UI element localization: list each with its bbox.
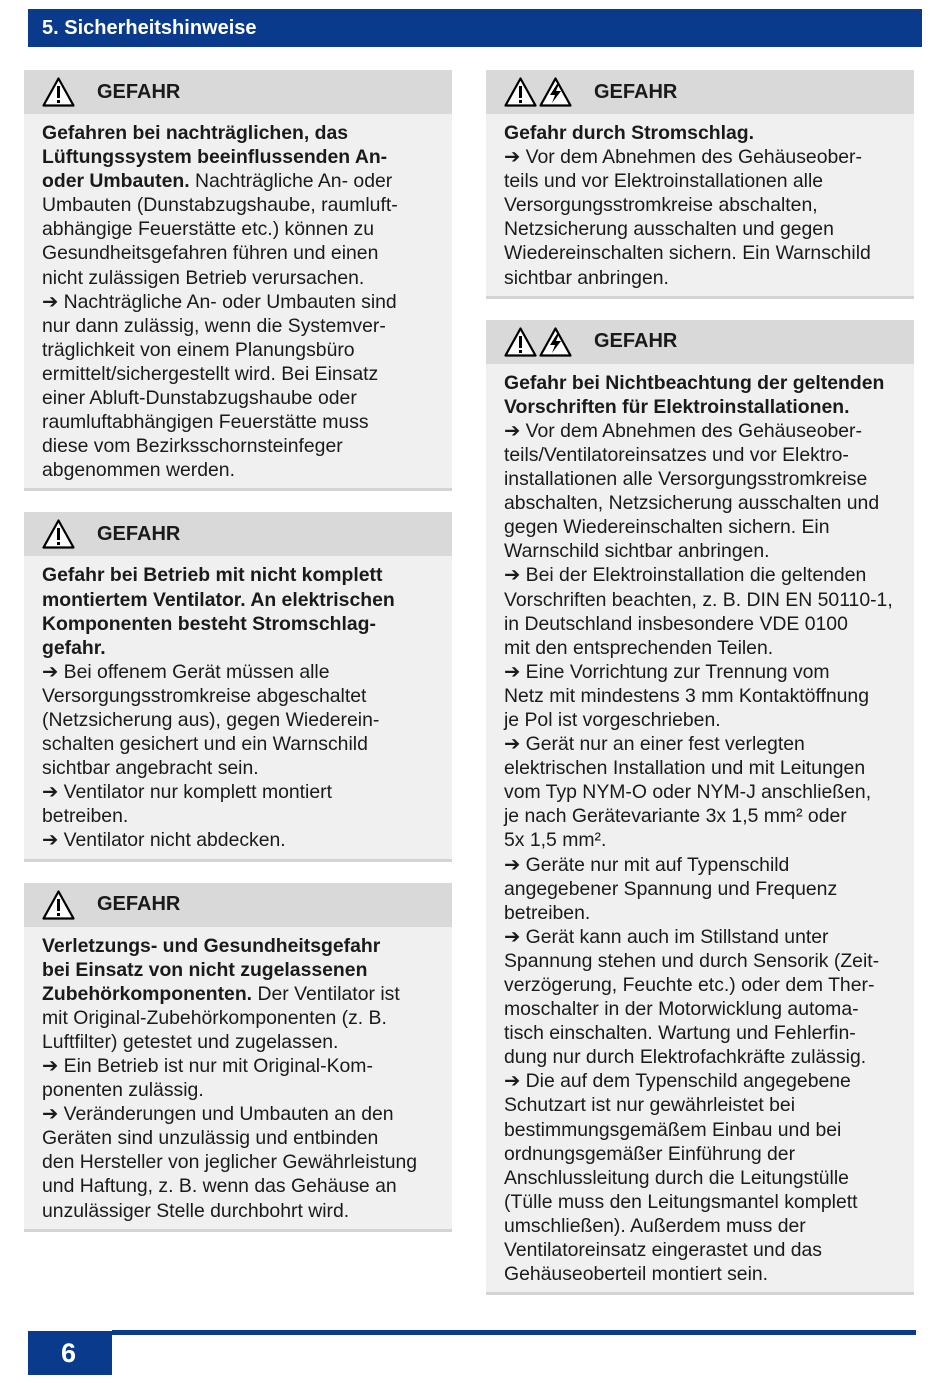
notice-line-text: gegen Wiedereinschalten sichern. Ein — [504, 516, 830, 539]
notice-line — [504, 756, 908, 780]
notice-line — [504, 1045, 908, 1069]
page-number-label: 6 — [61, 1338, 77, 1368]
notice-line — [42, 217, 446, 241]
notice-line — [42, 636, 446, 660]
notice-line — [42, 362, 446, 386]
danger-notice-header — [24, 883, 452, 927]
warning-icon — [42, 519, 75, 549]
danger-notice-box — [486, 320, 914, 1296]
notice-line — [42, 145, 446, 169]
notice-line — [504, 1093, 908, 1117]
notice-line-text: Luftfilter) getestet und zugelassen. — [42, 1030, 339, 1053]
notice-line-text: (Tülle muss den Leitungsmantel komplett — [504, 1190, 858, 1213]
danger-notice-body — [486, 114, 914, 296]
notice-line-text: diese vom Bezirksschornsteinfeger — [42, 435, 343, 458]
notice-line — [504, 1262, 908, 1286]
notice-line-text: ponenten zulässig. — [42, 1079, 204, 1102]
notice-line — [42, 1150, 446, 1174]
notice-line — [504, 828, 908, 852]
notice-line — [42, 563, 446, 587]
section-title: 5. Sicherheitshinweise — [42, 17, 257, 39]
notice-line — [504, 684, 908, 708]
danger-notice-title: GEFAHR — [594, 330, 678, 353]
notice-line-bold: gefahr. — [42, 636, 106, 659]
notice-line — [504, 588, 908, 612]
notice-line — [42, 1174, 446, 1198]
notice-line-text: sichtbar angebracht sein. — [42, 757, 259, 780]
danger-notice-body — [486, 364, 914, 1293]
notice-line-text: teils/Ventilatoreinsatzes und vor Elektro- — [504, 443, 849, 466]
notice-line — [42, 1126, 446, 1150]
notice-line-text: bestimmungsgemäßem Einbau und bei — [504, 1118, 842, 1141]
danger-notice-header — [24, 70, 452, 114]
notice-line — [42, 1078, 446, 1102]
notice-line-bold: Gefahr bei Betrieb mit nicht komplett — [42, 564, 383, 587]
notice-line — [42, 338, 446, 362]
notice-line-text: abgenommen werden. — [42, 459, 235, 482]
notice-line — [42, 756, 446, 780]
notice-line-text: dung nur durch Elektrofachkräfte zulässig. — [504, 1046, 867, 1069]
warning-icon — [504, 77, 537, 107]
notice-line-text: ➔ Ventilator nur komplett montiert — [42, 781, 332, 804]
danger-notice-body — [24, 927, 452, 1229]
notice-line — [504, 853, 908, 877]
warning-icon — [42, 890, 75, 920]
notice-line-bold: Gefahr bei Nichtbeachtung der geltenden — [504, 371, 885, 394]
notice-line — [42, 1006, 446, 1030]
notice-line — [504, 877, 908, 901]
warning-icon — [504, 327, 537, 357]
notice-line-bold: Zubehörkomponenten. — [42, 982, 253, 1005]
notice-line — [504, 467, 908, 491]
notice-line-text: umschließen). Außerdem muss der — [504, 1214, 806, 1237]
notice-line — [42, 612, 446, 636]
notice-line — [42, 828, 446, 852]
notice-line-bold: Lüftungssystem beeinflussenden An- — [42, 146, 388, 169]
notice-line — [504, 949, 908, 973]
page-number — [28, 1331, 112, 1375]
notice-line-text: ➔ Bei der Elektroinstallation die geltenden — [504, 564, 867, 587]
section-header — [28, 9, 922, 47]
notice-line-text: in Deutschland insbesondere VDE 0100 — [504, 612, 848, 635]
notice-line-text: betreiben. — [504, 901, 591, 924]
notice-line — [504, 515, 908, 539]
notice-line-text: Wiedereinschalten sichern. Ein Warnschild — [504, 242, 871, 265]
danger-notice-box — [486, 70, 914, 299]
notice-line-text: vom Typ NYM-O oder NYM-J anschließen, — [504, 781, 872, 804]
notice-line — [42, 241, 446, 265]
notice-line — [504, 997, 908, 1021]
notice-line-text: ➔ Eine Vorrichtung zur Trennung vom — [504, 660, 830, 683]
notice-line — [504, 193, 908, 217]
notice-line-text: und Haftung, z. B. wenn das Gehäuse an — [42, 1175, 397, 1198]
notice-line — [504, 1069, 908, 1093]
notice-line-text: Geräten sind unzulässig und entbinden — [42, 1127, 379, 1150]
notice-line — [42, 314, 446, 338]
notice-line — [504, 1214, 908, 1238]
notice-line — [504, 660, 908, 684]
notice-line — [504, 539, 908, 563]
notice-line-text: ordnungsgemäßer Einführung der — [504, 1142, 796, 1165]
notice-line — [504, 732, 908, 756]
notice-line — [42, 708, 446, 732]
notice-line — [42, 732, 446, 756]
danger-notice-title: GEFAHR — [97, 522, 181, 545]
notice-line — [504, 217, 908, 241]
notice-line-text: Nachträgliche An- oder — [189, 170, 393, 193]
notice-line — [42, 386, 446, 410]
notice-line — [504, 563, 908, 587]
notice-line-text: den Hersteller von jeglicher Gewährleistung — [42, 1151, 418, 1174]
notice-line — [504, 266, 908, 290]
notice-line-text: nicht zulässigen Betrieb verursachen. — [42, 266, 365, 289]
notice-line — [504, 804, 908, 828]
notice-line — [42, 121, 446, 145]
notice-line-text: raumluftabhängigen Feuerstätte muss — [42, 411, 369, 434]
notice-line — [504, 491, 908, 515]
notice-line-text: Netz mit mindestens 3 mm Kontaktöffnung — [504, 684, 870, 707]
notice-line-text: träglichkeit von einem Planungsbüro — [42, 338, 355, 361]
notice-line — [504, 636, 908, 660]
notice-line — [504, 443, 908, 467]
notice-line-text: ➔ Nachträgliche An- oder Umbauten sind — [42, 290, 397, 313]
notice-line-text: Spannung stehen und durch Sensorik (Zeit- — [504, 949, 880, 972]
notice-line — [42, 1054, 446, 1078]
notice-line — [42, 266, 446, 290]
notice-line-text: tisch einschalten. Wartung und Fehlerfin- — [504, 1022, 856, 1045]
notice-line-text: nur dann zulässig, wenn die Systemver- — [42, 314, 386, 337]
notice-line — [42, 410, 446, 434]
notice-line-text: teils und vor Elektroinstallationen alle — [504, 170, 824, 193]
notice-line — [42, 1102, 446, 1126]
right-column — [486, 70, 914, 1316]
danger-notice-title: GEFAHR — [594, 80, 678, 103]
notice-line — [42, 290, 446, 314]
notice-line — [504, 780, 908, 804]
danger-notice-title: GEFAHR — [97, 80, 181, 103]
notice-line — [504, 1118, 908, 1142]
notice-line — [504, 1142, 908, 1166]
notice-line — [42, 982, 446, 1006]
notice-line-text: ermittelt/sichergestellt wird. Bei Einsatz — [42, 362, 379, 385]
notice-line-text: sichtbar anbringen. — [504, 266, 669, 289]
notice-line-text: je Pol ist vorgeschrieben. — [504, 708, 721, 731]
notice-line — [504, 708, 908, 732]
notice-line — [504, 1190, 908, 1214]
notice-line — [42, 780, 446, 804]
notice-line-text: moschalter in der Motorwicklung automa- — [504, 998, 859, 1021]
notice-line-text: Gesundheitsgefahren führen und einen — [42, 242, 379, 265]
notice-line — [504, 145, 908, 169]
notice-line-bold: Gefahren bei nachträglichen, das — [42, 122, 349, 144]
notice-line — [504, 241, 908, 265]
notice-line — [504, 419, 908, 443]
notice-line-text: verzögerung, Feuchte etc.) oder dem Ther- — [504, 974, 875, 996]
notice-line — [42, 588, 446, 612]
notice-line-bold: Komponenten besteht Stromschlag- — [42, 612, 376, 635]
electric-hazard-icon — [539, 327, 572, 357]
notice-line — [504, 121, 908, 145]
left-column — [24, 70, 452, 1253]
notice-line-text: ➔ Gerät nur an einer fest verlegten — [504, 733, 805, 756]
notice-line-text: betreiben. — [42, 805, 129, 828]
notice-line — [42, 804, 446, 828]
danger-notice-body — [24, 556, 452, 858]
notice-line-text: ➔ Gerät kann auch im Stillstand unter — [504, 925, 829, 948]
notice-line-text: je nach Gerätevariante 3x 1,5 mm² oder — [504, 805, 847, 828]
notice-line-text: Umbauten (Dunstabzugshaube, raumluft- — [42, 194, 398, 217]
notice-line-text: ➔ Ein Betrieb ist nur mit Original-Kom- — [42, 1055, 373, 1077]
notice-line-text: schalten gesichert und ein Warnschild — [42, 733, 368, 756]
notice-line-text: Gehäuseoberteil montiert sein. — [504, 1263, 769, 1286]
notice-line — [504, 925, 908, 949]
notice-line-bold: oder Umbauten. — [42, 170, 190, 193]
notice-line-bold: Vorschriften für Elektroinstallationen. — [504, 395, 850, 418]
notice-line-bold: Gefahr durch Stromschlag. — [504, 122, 754, 144]
notice-line-text: Versorgungsstromkreise abgeschaltet — [42, 684, 367, 707]
danger-notice-title: GEFAHR — [97, 893, 181, 916]
electric-hazard-icon — [539, 77, 572, 107]
notice-line — [504, 612, 908, 636]
notice-line-text: Vorschriften beachten, z. B. DIN EN 50110-1, — [504, 588, 893, 611]
notice-line-text: 5x 1,5 mm². — [504, 829, 607, 852]
danger-notice-header — [486, 320, 914, 364]
notice-line — [42, 958, 446, 982]
notice-line-bold: montiertem Ventilator. An elektrischen — [42, 588, 395, 611]
notice-line-text: Der Ventilator ist — [252, 982, 400, 1005]
notice-line — [42, 169, 446, 193]
notice-line-text: abschalten, Netzsicherung ausschalten und — [504, 492, 880, 515]
notice-line — [42, 434, 446, 458]
danger-notice-box — [24, 883, 452, 1232]
notice-line-text: ➔ Geräte nur mit auf Typenschild — [504, 853, 790, 876]
notice-line-text: mit Original-Zubehörkomponenten (z. B. — [42, 1006, 387, 1029]
notice-line-bold: bei Einsatz von nicht zugelassenen — [42, 958, 368, 981]
notice-line — [504, 1166, 908, 1190]
notice-line — [504, 1021, 908, 1045]
notice-line-text: einer Abluft-Dunstabzugshaube oder — [42, 387, 357, 410]
danger-notice-box — [24, 70, 452, 491]
notice-line-text: Warnschild sichtbar anbringen. — [504, 540, 770, 563]
notice-line — [504, 901, 908, 925]
notice-line — [42, 1030, 446, 1054]
notice-line-text: ➔ Bei offenem Gerät müssen alle — [42, 660, 330, 683]
notice-line — [42, 660, 446, 684]
notice-line-text: ➔ Vor dem Abnehmen des Gehäuseober- — [504, 146, 862, 169]
notice-line-text: ➔ Veränderungen und Umbauten an den — [42, 1103, 394, 1126]
danger-notice-box — [24, 512, 452, 861]
notice-line — [504, 169, 908, 193]
danger-notice-body — [24, 114, 452, 488]
notice-line-text: ➔ Ventilator nicht abdecken. — [42, 829, 286, 852]
notice-line-text: installationen alle Versorgungsstromkreise — [504, 468, 868, 491]
danger-notice-header — [486, 70, 914, 114]
notice-line-text: Netzsicherung ausschalten und gegen — [504, 218, 834, 241]
notice-line — [504, 395, 908, 419]
notice-line-text: Ventilatoreinsatz eingerastet und das — [504, 1239, 823, 1262]
notice-line — [42, 1199, 446, 1223]
notice-line — [504, 371, 908, 395]
footer-divider — [112, 1330, 916, 1335]
notice-line-text: unzulässiger Stelle durchbohrt wird. — [42, 1199, 350, 1222]
notice-line — [42, 458, 446, 482]
notice-line-text: ➔ Die auf dem Typenschild angegebene — [504, 1070, 851, 1093]
notice-line-text: elektrischen Installation und mit Leitungen — [504, 757, 866, 780]
notice-line-text: ➔ Vor dem Abnehmen des Gehäuseober- — [504, 419, 862, 442]
notice-line — [42, 193, 446, 217]
notice-line-bold: Verletzungs- und Gesundheitsgefahr — [42, 934, 381, 957]
notice-line-text: (Netzsicherung aus), gegen Wiederein- — [42, 708, 380, 731]
notice-line-text: angegebener Spannung und Frequenz — [504, 877, 838, 900]
notice-line-text: Versorgungsstromkreise abschalten, — [504, 194, 818, 217]
notice-line — [504, 1238, 908, 1262]
notice-line-text: mit den entsprechenden Teilen. — [504, 636, 774, 659]
notice-line-text: Schutzart ist nur gewährleistet bei — [504, 1094, 796, 1117]
notice-line-text: abhängige Feuerstätte etc.) können zu — [42, 218, 375, 241]
danger-notice-header — [24, 512, 452, 556]
notice-line — [504, 973, 908, 997]
notice-line — [42, 684, 446, 708]
warning-icon — [42, 77, 75, 107]
notice-line — [42, 934, 446, 958]
notice-line-text: Anschlussleitung durch die Leitungstülle — [504, 1166, 849, 1189]
